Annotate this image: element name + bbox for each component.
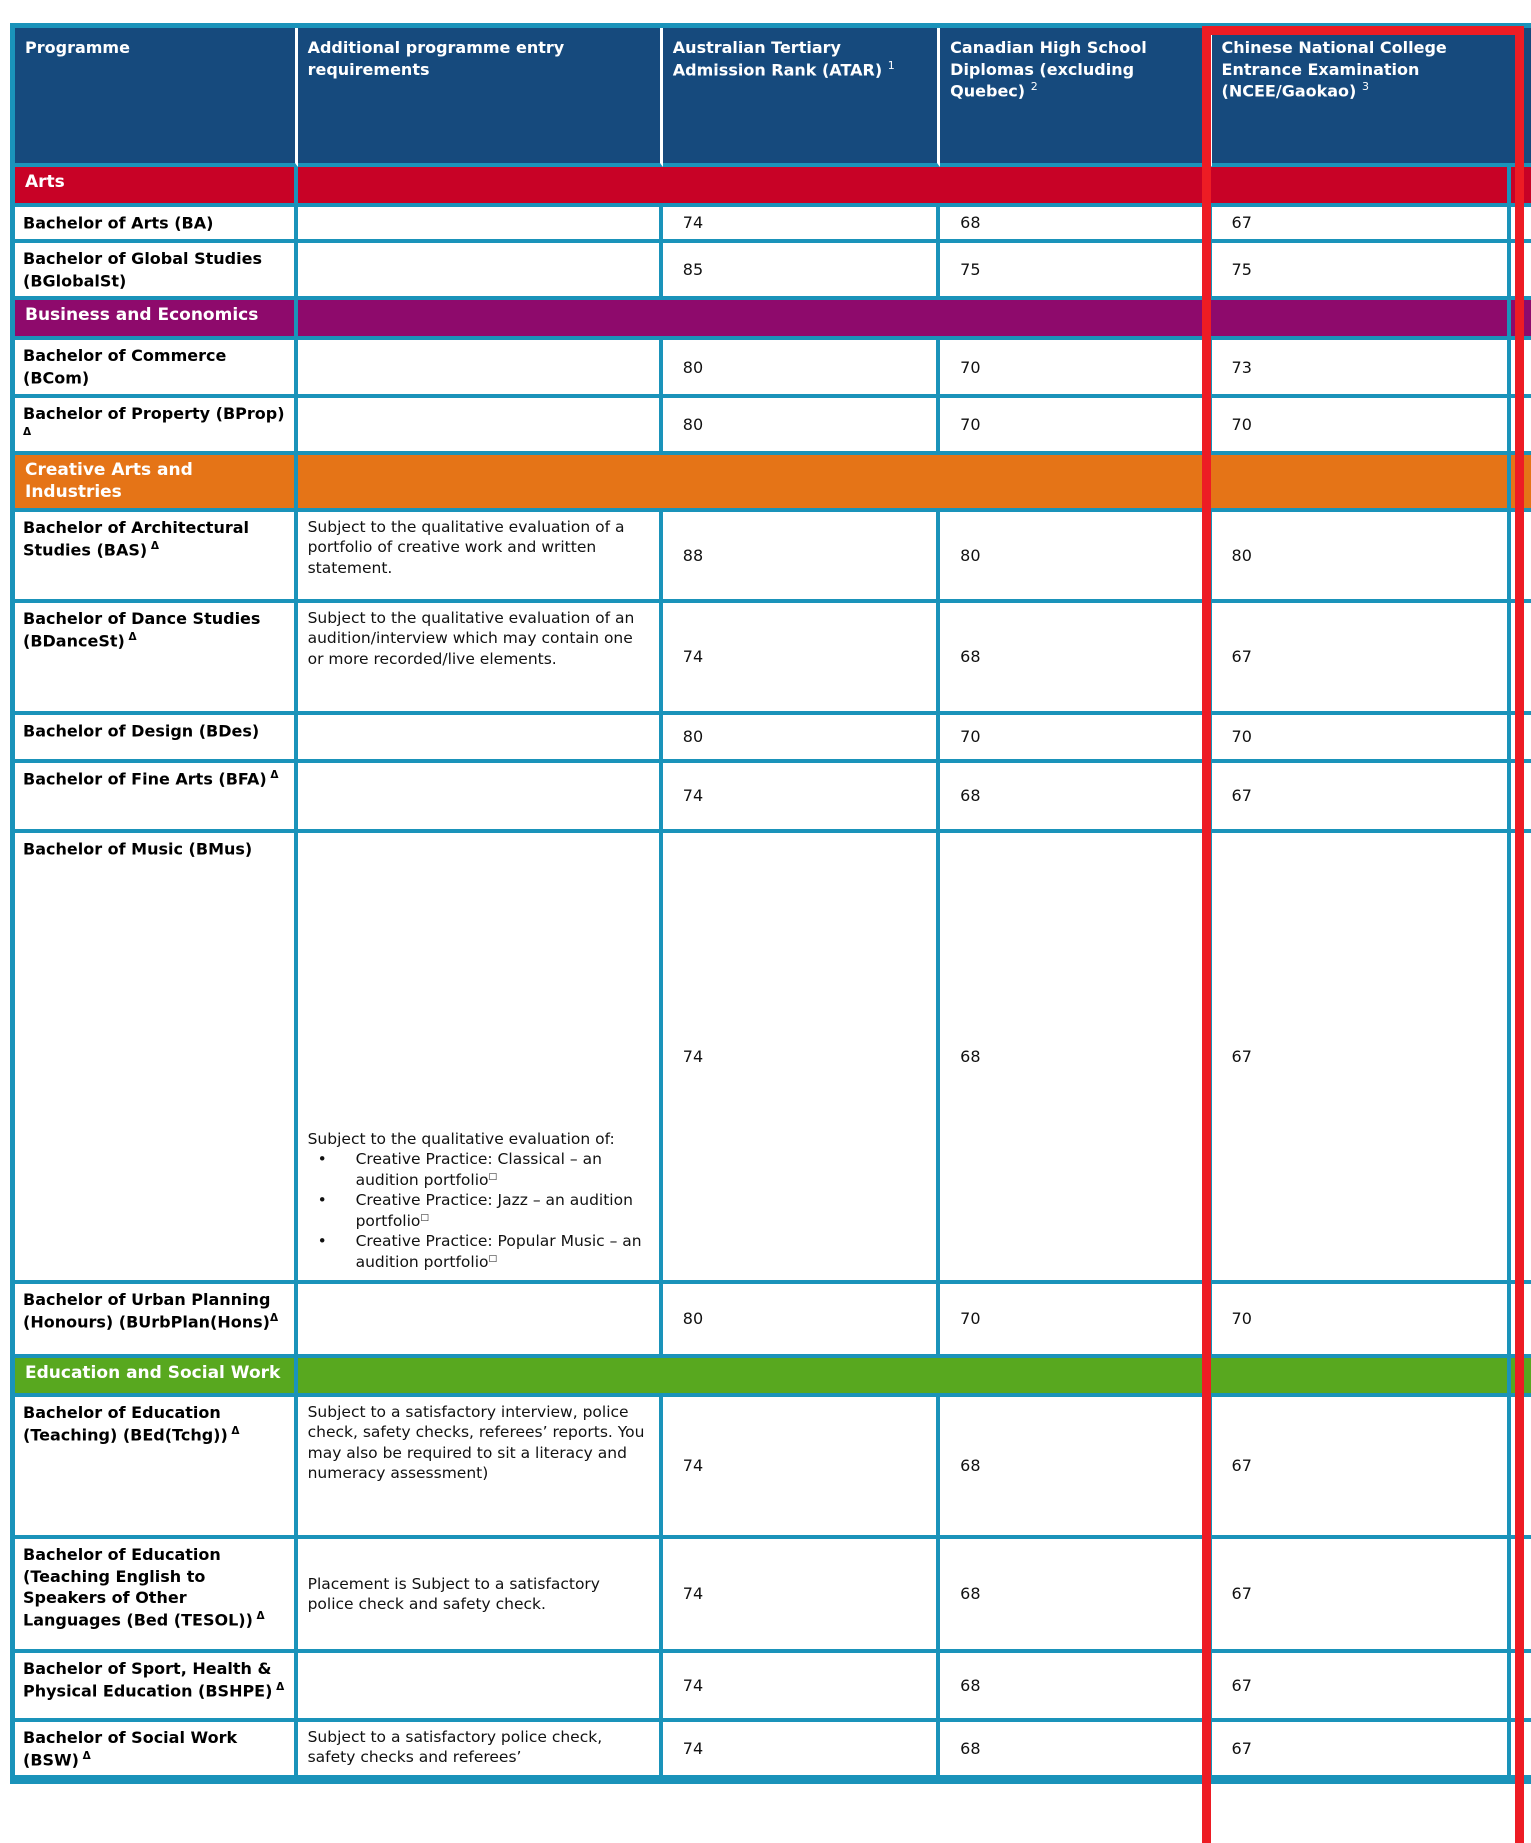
section-label-creative: Creative Arts and Industries (15, 455, 298, 512)
cell-atar: 74 (663, 763, 940, 833)
delta-marker: Δ (227, 1424, 240, 1437)
cell-clipped (1511, 1397, 1531, 1539)
cell-ncee: 67 (1212, 833, 1511, 1284)
section-band-clipped (1511, 167, 1531, 207)
cell-ncee: 70 (1212, 1284, 1511, 1358)
cell-ncee: 70 (1212, 715, 1511, 763)
cell-clipped (1511, 1539, 1531, 1653)
delta-marker: Δ (147, 539, 159, 552)
cell-canadian: 68 (940, 833, 1211, 1284)
cell-ncee: 67 (1212, 1722, 1511, 1780)
section-band (298, 300, 1511, 340)
table-row-bedtchg (15, 1397, 1531, 1539)
delta-marker: Δ (252, 1609, 265, 1622)
cell-canadian: 70 (940, 1284, 1211, 1358)
delta-marker: Δ (124, 630, 137, 643)
section-row-creative (15, 455, 1531, 512)
cell-requirements (298, 763, 663, 833)
table-row-bshpe (15, 1653, 1531, 1722)
table-row-ba (15, 207, 1531, 243)
programme-name: Bachelor of Architectural Studies (BAS) $^\Delta$ (15, 512, 298, 603)
programme-name: Bachelor of Education (Teaching) (BEd(Tchg)) $^\Delta$ (15, 1397, 298, 1539)
programme-name: Bachelor of Design (BDes) (15, 715, 298, 763)
requirement-bullet: • Creative Practice: Jazz – an audition portfolio□ (308, 1190, 649, 1231)
section-band (298, 1358, 1511, 1397)
cell-clipped (1511, 763, 1531, 833)
delta-marker: Δ (269, 1311, 279, 1324)
cell-canadian: 68 (940, 1653, 1211, 1722)
section-row-arts (15, 167, 1531, 207)
cell-canadian: 75 (940, 243, 1211, 301)
cell-requirements (298, 207, 663, 243)
cell-atar: 85 (663, 243, 940, 301)
cell-canadian: 68 (940, 207, 1211, 243)
programme-name: Bachelor of Dance Studies (BDanceSt) $^\Delta$ (15, 603, 298, 715)
page (0, 23, 1531, 1843)
programme-name: Bachelor of Arts (BA) (15, 207, 298, 243)
requirement-bullet: • Creative Practice: Classical – an audition portfolio□ (308, 1149, 649, 1190)
cell-clipped (1511, 715, 1531, 763)
cell-ncee: 67 (1212, 763, 1511, 833)
cell-clipped (1511, 512, 1531, 603)
entry-requirements-table (10, 23, 1531, 1784)
cell-ncee: 70 (1212, 398, 1511, 456)
cell-clipped (1511, 340, 1531, 398)
footnote-marker: 2 (1030, 80, 1038, 94)
cell-ncee: 67 (1212, 603, 1511, 715)
cell-canadian: 68 (940, 603, 1211, 715)
col-header-clipped (1511, 28, 1531, 167)
cell-atar: 74 (663, 603, 940, 715)
footnote-marker: 3 (1361, 80, 1369, 94)
table-row-bfa (15, 763, 1531, 833)
programme-name: Bachelor of Urban Planning (Honours) (BUrbPlan(Hons)$^\Delta$ (15, 1284, 298, 1358)
col-header-programme (15, 28, 298, 167)
footnote-square-marker: □ (488, 1171, 498, 1182)
col-header-label: Programme (25, 38, 130, 57)
cell-requirements (298, 340, 663, 398)
table-row-bedtesol (15, 1539, 1531, 1653)
cell-canadian: 68 (940, 1539, 1211, 1653)
col-header-label: Chinese National College Entrance Examination (NCEE/Gaokao) (1221, 38, 1447, 101)
cell-requirements (298, 398, 663, 456)
cell-requirements: Subject to a satisfactory interview, police check, safety checks, referees’ reports. You may also be required to sit a literacy and numeracy assessment) (298, 1397, 663, 1539)
cell-atar: 88 (663, 512, 940, 603)
cell-atar: 80 (663, 1284, 940, 1358)
cell-clipped (1511, 207, 1531, 243)
table-row-bprop (15, 398, 1531, 456)
section-label-business: Business and Economics (15, 300, 298, 340)
col-header-canadian (940, 28, 1211, 167)
delta-marker: Δ (272, 1680, 285, 1693)
cell-ncee: 73 (1212, 340, 1511, 398)
cell-ncee: 67 (1212, 1539, 1511, 1653)
cell-atar: 74 (663, 1397, 940, 1539)
cell-requirements: Subject to the qualitative evaluation of an audition/interview which may contain one or more recorded/live elements. (298, 603, 663, 715)
delta-marker: Δ (79, 1749, 91, 1762)
col-header-label: Australian Tertiary Admission Rank (ATAR) (672, 38, 883, 79)
section-label-education: Education and Social Work (15, 1358, 298, 1397)
cell-atar: 80 (663, 715, 940, 763)
footnote-marker: 1 (887, 58, 895, 72)
cell-clipped (1511, 243, 1531, 301)
footnote-square-marker: □ (420, 1212, 429, 1223)
cell-requirements (298, 243, 663, 301)
cell-requirements (298, 833, 663, 1284)
col-header-ncee (1212, 28, 1511, 167)
cell-ncee: 67 (1212, 1653, 1511, 1722)
delta-marker: Δ (23, 425, 32, 438)
cell-canadian: 70 (940, 340, 1211, 398)
section-band-clipped (1511, 1358, 1531, 1397)
programme-name: Bachelor of Property (BProp) $^\Delta$ (15, 398, 298, 456)
table-row-bcom (15, 340, 1531, 398)
col-header-requirements (298, 28, 663, 167)
cell-canadian: 68 (940, 1722, 1211, 1780)
cell-ncee: 75 (1212, 243, 1511, 301)
cell-ncee: 67 (1212, 207, 1511, 243)
cell-requirements: Subject to a satisfactory police check, safety checks and referees’ (298, 1722, 663, 1780)
requirement-bullet: • Creative Practice: Popular Music – an audition portfolio□ (308, 1231, 649, 1272)
cell-canadian: 68 (940, 1397, 1211, 1539)
section-band (298, 167, 1511, 207)
cell-atar: 74 (663, 207, 940, 243)
footnote-square-marker: □ (488, 1253, 498, 1264)
programme-name: Bachelor of Fine Arts (BFA) $^\Delta$ (15, 763, 298, 833)
cell-canadian: 80 (940, 512, 1211, 603)
programme-name: Bachelor of Social Work (BSW) $^\Delta$ (15, 1722, 298, 1780)
section-band-clipped (1511, 300, 1531, 340)
cell-atar: 74 (663, 833, 940, 1284)
col-header-atar (663, 28, 940, 167)
section-row-business (15, 300, 1531, 340)
cell-ncee: 67 (1212, 1397, 1511, 1539)
section-band (298, 455, 1511, 512)
col-header-label: Additional programme entry requirements (307, 38, 565, 79)
table-row-bdancest (15, 603, 1531, 715)
cell-canadian: 70 (940, 715, 1211, 763)
section-label-arts: Arts (15, 167, 298, 207)
cell-clipped (1511, 1722, 1531, 1780)
cell-canadian: 68 (940, 763, 1211, 833)
cell-requirements: Placement is Subject to a satisfactory police check and safety check. (298, 1539, 663, 1653)
cell-requirements (298, 1653, 663, 1722)
table-row-bglobalst (15, 243, 1531, 301)
cell-canadian: 70 (940, 398, 1211, 456)
cell-atar: 80 (663, 340, 940, 398)
delta-marker: Δ (266, 768, 279, 781)
programme-name: Bachelor of Global Studies (BGlobalSt) (15, 243, 298, 301)
cell-requirements (298, 715, 663, 763)
programme-name: Bachelor of Commerce (BCom) (15, 340, 298, 398)
cell-atar: 74 (663, 1653, 940, 1722)
section-row-education (15, 1358, 1531, 1397)
table-row-bas (15, 512, 1531, 603)
programme-name: Bachelor of Sport, Health & Physical Education (BSHPE) $^\Delta$ (15, 1653, 298, 1722)
table-row-bmus (15, 833, 1531, 1284)
cell-requirements (298, 1284, 663, 1358)
cell-atar: 74 (663, 1722, 940, 1780)
section-band-clipped (1511, 455, 1531, 512)
cell-requirements: Subject to the qualitative evaluation of a portfolio of creative work and written statement. (298, 512, 663, 603)
cell-clipped (1511, 833, 1531, 1284)
table-row-bdes (15, 715, 1531, 763)
programme-name: Bachelor of Education (Teaching English to Speakers of Other Languages (Bed (TESOL)) $^\Delta$ (15, 1539, 298, 1653)
programme-name: Bachelor of Music (BMus) (15, 833, 298, 1284)
cell-clipped (1511, 1284, 1531, 1358)
table-row-bsw (15, 1722, 1531, 1780)
table-row-burbplan (15, 1284, 1531, 1358)
requirements-intro: Subject to the qualitative evaluation of: (307, 1129, 615, 1148)
cell-clipped (1511, 1653, 1531, 1722)
col-header-label: Canadian High School Diplomas (excluding Quebec) (950, 38, 1147, 101)
cell-clipped (1511, 603, 1531, 715)
cell-atar: 80 (663, 398, 940, 456)
cell-atar: 74 (663, 1539, 940, 1653)
header-row (15, 28, 1531, 167)
cell-clipped (1511, 398, 1531, 456)
cell-ncee: 80 (1212, 512, 1511, 603)
